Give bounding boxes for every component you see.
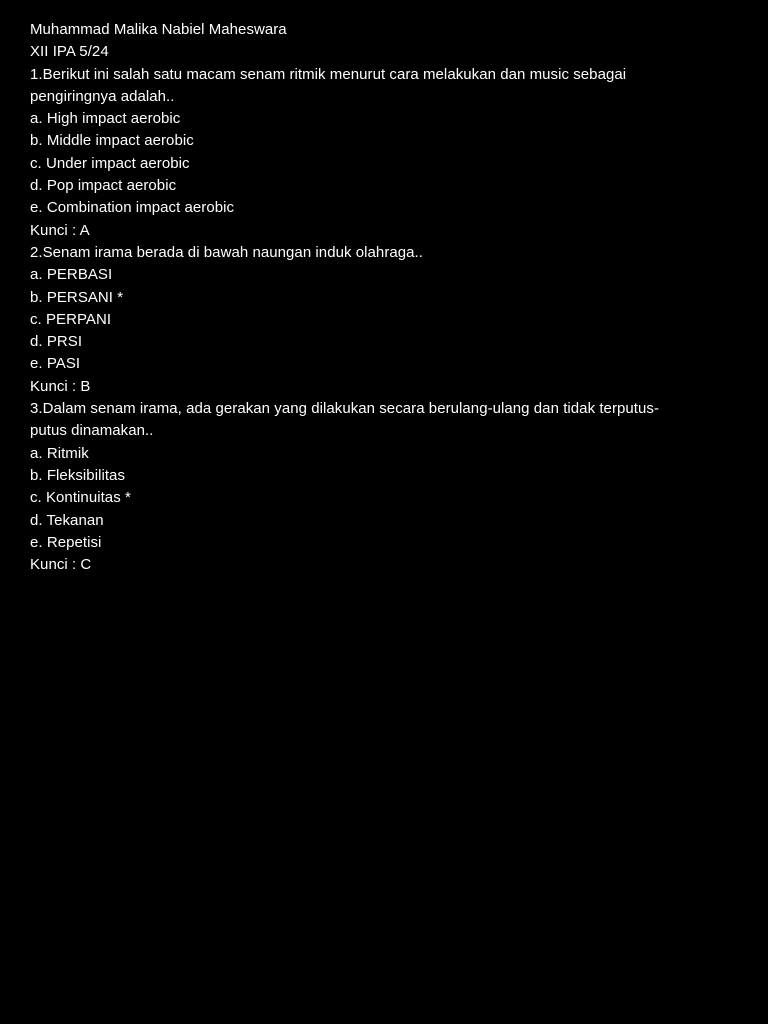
answer-key: Kunci : B: [30, 377, 91, 395]
question-text-line-2: pengiringnya adalah..: [30, 87, 175, 105]
option-b: b. PERSANI *: [30, 288, 124, 306]
option-a: a. High impact aerobic: [30, 110, 181, 128]
option-d: d. PRSI: [30, 333, 83, 351]
option-list: [30, 108, 730, 219]
student-class: XII IPA 5/24: [30, 43, 109, 61]
question-2: [30, 242, 730, 398]
option-e: e. Repetisi: [30, 533, 102, 551]
option-c: c. Under impact aerobic: [30, 154, 190, 172]
question-text-line-1: 3.Dalam senam irama, ada gerakan yang dilakukan secara berulang-ulang dan tidak terputus-: [30, 400, 659, 418]
option-e: e. PASI: [30, 355, 81, 373]
option-b: b. Middle impact aerobic: [30, 132, 194, 150]
option-c: c. Kontinuitas *: [30, 489, 131, 507]
option-list: [30, 264, 730, 375]
option-c: c. PERPANI: [30, 310, 112, 328]
question-1: [30, 64, 730, 242]
student-name: Muhammad Malika Nabiel Maheswara: [30, 21, 287, 38]
option-d: d. Tekanan: [30, 511, 104, 529]
option-a: a. Ritmik: [30, 444, 89, 462]
question-text-line-2: putus dinamakan..: [30, 422, 154, 440]
option-e: e. Combination impact aerobic: [30, 199, 235, 217]
question-3: [30, 398, 730, 576]
question-text-line-1: 1.Berikut ini salah satu macam senam ritmik menurut cara melakukan dan music sebagai: [30, 65, 627, 83]
answer-key: Kunci : C: [30, 556, 92, 574]
option-d: d. Pop impact aerobic: [30, 177, 177, 195]
answer-key: Kunci : A: [30, 221, 90, 239]
document-body: [30, 19, 730, 576]
option-list: [30, 443, 730, 554]
option-b: b. Fleksibilitas: [30, 466, 125, 484]
option-a: a. PERBASI: [30, 266, 113, 284]
question-text-line-1: 2.Senam irama berada di bawah naungan induk olahraga..: [30, 243, 423, 261]
